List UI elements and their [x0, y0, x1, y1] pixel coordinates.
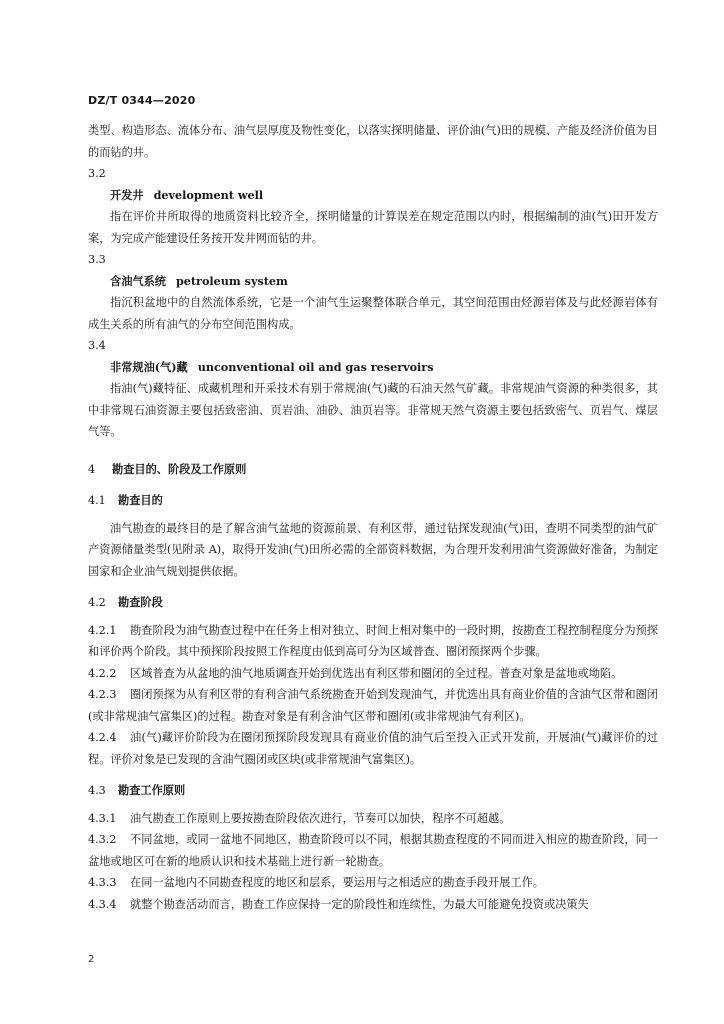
- subsection-text: 油气勘查的最终目的是了解含油气盆地的资源前景、有利区带，通过钻探发现油(气)田，查明不同类型的油气矿产资源储量类型(见附录 A)，取得开发油(气)田所必需的全部资料数据，为合理开发利用油气资源做好准备，为制定国家和企业油气规划提供依据。: [88, 521, 658, 578]
- subsection-heading: [88, 592, 658, 614]
- section-heading: [88, 459, 658, 481]
- clause-number: 4.3.2: [88, 833, 117, 846]
- clause-number: 4.3.3: [88, 876, 117, 889]
- clause-number: 4.2.1: [88, 623, 117, 637]
- term-number: 3.2: [88, 167, 106, 180]
- clause: [88, 620, 658, 663]
- term-title: [110, 271, 658, 293]
- term-zh: 含油气系统: [110, 273, 166, 288]
- clause: [88, 663, 658, 685]
- clause-number: 4.2.2: [88, 666, 117, 680]
- term-en: development well: [153, 187, 264, 202]
- subsection-title: 勘查目的: [118, 493, 163, 507]
- subsection-title: 勘查阶段: [118, 595, 163, 609]
- intro-continuation: 类型、构造形态、流体分布、油气层厚度及物性变化，以落实探明储量、评价油(气)田的规模、产能及经济价值为目的而钻的井。: [88, 124, 658, 159]
- clause-text: 区域普查为从盆地的油气地质调查开始到优选出有利区带和圈闭的全过程。普查对象是盆地或坳陷。: [130, 666, 623, 680]
- clause: [88, 808, 658, 830]
- subsection-title: 勘查工作原则: [118, 783, 186, 797]
- subsection-number: 4.1: [88, 494, 106, 507]
- page-number: 2: [88, 954, 95, 965]
- clause-text: 圈闭预探为从有利区带的有利含油气系统勘查开始到发现油气，并优选出具有商业价值的含油气区带和圈闭(或非常规油气富集区)的过程。勘查对象是有利含油气区带和圈闭(或非常规油气有利区)。: [88, 688, 658, 723]
- clause-number: 4.2.4: [88, 731, 117, 744]
- standard-code: DZ/T 0344—2020: [88, 94, 196, 107]
- term-definition: 指油(气)藏特征、成藏机理和开采技术有别于常规油(气)藏的石油天然气矿藏。非常规油气资源的种类很多，其中非常规石油资源主要包括致密油、页岩油、油砂、油页岩等。非常规天然气资源主要包括致密气、页岩气、煤层气等。: [88, 382, 658, 438]
- subsection-heading: [88, 780, 658, 802]
- clause-number: 4.2.3: [88, 688, 117, 701]
- clause: [88, 684, 658, 727]
- subsection-number: 4.3: [88, 784, 106, 797]
- clause-number: 4.3.1: [88, 811, 117, 825]
- term-zh: 非常规油(气)藏: [110, 359, 188, 374]
- page-body: [88, 120, 658, 915]
- clause: [88, 872, 658, 894]
- term-en: unconventional oil and gas reservoirs: [197, 359, 434, 374]
- clause-text: 在同一盆地内不同勘查程度的地区和层系，要运用与之相适应的勘查手段开展工作。: [130, 876, 544, 889]
- section-number: 4: [88, 462, 96, 476]
- term-zh: 开发井: [110, 187, 144, 202]
- clause-text: 就整个勘查活动而言，勘查工作应保持一定的阶段性和连续性，为最大可能避免投资或决策失: [130, 897, 589, 911]
- term-definition: 指沉积盆地中的自然流体系统，它是一个油气生运聚整体联合单元，其空间范围由烃源岩体及与此烃源岩体有成生关系的所有油气的分布空间范围构成。: [88, 296, 658, 331]
- term-en: petroleum system: [175, 273, 288, 288]
- clause-text: 勘查阶段为油气勘查过程中在任务上相对独立、时间上相对集中的一段时期，按勘查工程控制程度分为预探和评价两个阶段。其中预探阶段按照工作程度由低到高可分为区域普查、圈闭预探两个步骤。: [88, 623, 658, 658]
- clause-text: 不同盆地，或同一盆地不同地区，勘查阶段可以不同，根据其勘查程度的不同而进入相应的勘查阶段，同一盆地或地区可在新的地质认识和技术基础上进行新一轮勘查。: [88, 833, 658, 868]
- clause: [88, 894, 658, 916]
- clause-text: 油气勘查工作原则上要按勘查阶段依次进行，节奏可以加快，程序不可超越。: [130, 811, 511, 825]
- term-title: [110, 185, 658, 207]
- clause: [88, 829, 658, 872]
- subsection-number: 4.2: [88, 596, 106, 609]
- term-number: 3.4: [88, 339, 106, 352]
- clause-number: 4.3.4: [88, 897, 117, 911]
- section-title: 勘查目的、阶段及工作原则: [112, 461, 247, 476]
- subsection-heading: [88, 490, 658, 512]
- clause: [88, 727, 658, 770]
- term-number: 3.3: [88, 253, 106, 266]
- clause-text: 油(气)藏评价阶段为在圈闭预探阶段发现具有商业价值的油气后至投入正式开发前，开展油(气)藏评价的过程。评价对象是已发现的含油气圈闭或区块(或非常规油气富集区)。: [88, 731, 658, 766]
- term-title: [110, 357, 658, 379]
- term-definition: 指在评价井所取得的地质资料比较齐全，探明储量的计算误差在规定范围以内时，根据编制的油(气)田开发方案，为完成产能建设任务按开发井网而钻的井。: [88, 210, 658, 245]
